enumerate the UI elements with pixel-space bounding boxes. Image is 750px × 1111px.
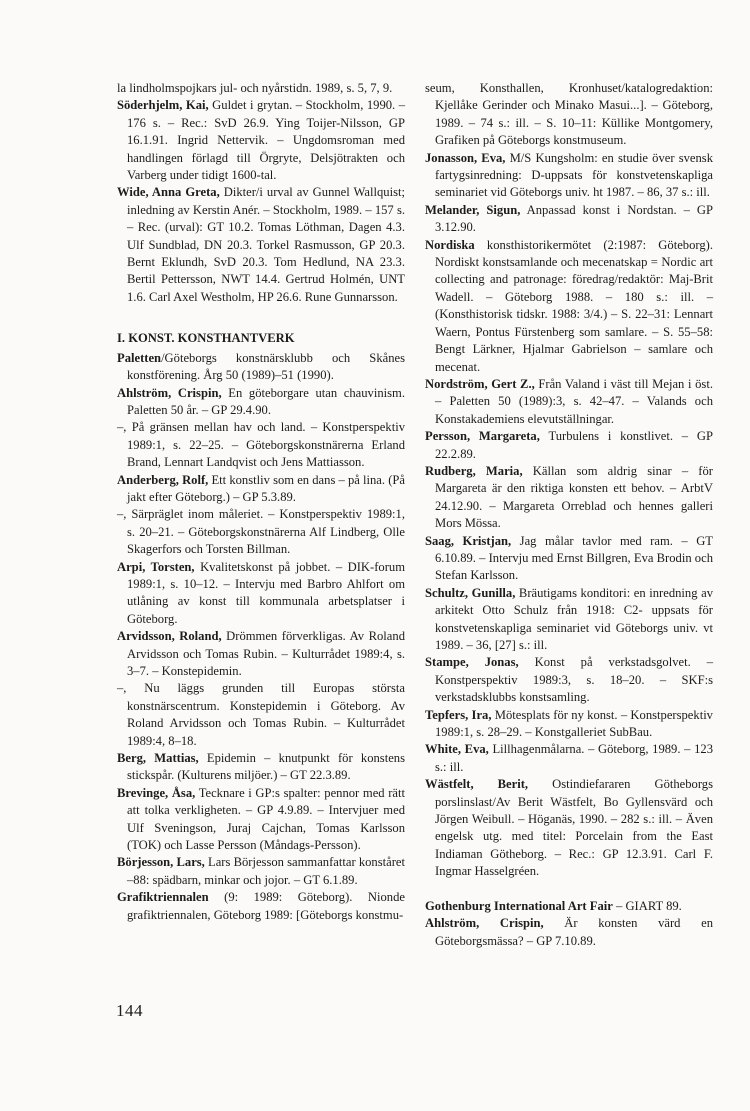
entry-heading: Schultz, Gunilla,	[425, 585, 516, 600]
bibliography-entry	[117, 628, 405, 680]
entry-heading: Anderberg, Rolf,	[117, 472, 209, 487]
bibliography-entry	[117, 472, 405, 507]
entry-text: Mötesplats för ny konst. – Konstperspektiv 1989:1, s. 28–29. – Konstgalleriet SubBau.	[435, 707, 713, 740]
bibliography-entry	[425, 376, 713, 428]
bibliography-entry	[117, 184, 405, 306]
bibliography-entry	[425, 202, 713, 237]
entry-heading: Brevinge, Åsa,	[117, 785, 196, 800]
bibliography-entry	[425, 428, 713, 463]
bibliography-entry	[117, 97, 405, 184]
bibliography-entry	[117, 385, 405, 420]
entry-heading: Melander, Sigun,	[425, 202, 521, 217]
entry-text: konsthistorikermötet (2:1987: Göteborg). Nordiskt konstsamlande och mecenatskap = Nordic art collecting and patronage: föredrag/redaktör: Maj-Brit Wadell. – Göteborg 1988. – 180 s.: ill. – (Konsthistorisk tidskr. 1988: 3/4.) – S. 22–31: Lennart Waern, Pontus Fürstenberg som samlare. – S. 55–58: Bengt Lärkner, Hjalmar Gabrielson – samlare och mecenat.	[435, 237, 713, 374]
entry-heading: Persson, Margareta,	[425, 429, 540, 444]
bibliography-entry	[425, 585, 713, 655]
entry-text: M/S Kungsholm: en studie över svensk fartygsinredning: D-uppsats för konstvetenskapliga seminariet vid Göteborgs univ. ht 1987. – 86, 37 s.: ill.	[435, 150, 714, 200]
bibliography-entry	[117, 785, 405, 855]
bibliography-entry	[117, 889, 405, 924]
bibliography-entry	[117, 680, 405, 750]
bibliography-entry	[117, 350, 405, 385]
entry-text: Källan som aldrig sinar – för Margareta är den riktiga konsten ett behov. – ArbtV 24.12.90. – Margareta Orreblad och hennes galleri Mors Mössa.	[435, 463, 713, 531]
entry-text: la lindholmspojkars jul- och nyårstidn. 1989, s. 5, 7, 9.	[117, 81, 393, 95]
entry-text: En göteborgare utan chauvinism. Paletten 50 år. – GP 29.4.90.	[127, 385, 405, 417]
entry-heading: Söderhjelm, Kai,	[117, 98, 209, 113]
bibliography-entry	[425, 237, 713, 376]
entry-text: Ett konstliv som en dans – på lina. (På jakt efter Göteborg.) – GP 5.3.89.	[127, 472, 405, 504]
bibliography-entry	[117, 80, 405, 97]
right-entries-after-gap	[425, 898, 713, 950]
bibliography-entry	[425, 915, 713, 950]
page-number: 144	[116, 1001, 143, 1020]
bibliography-entry	[425, 463, 713, 533]
left-entries	[117, 350, 405, 924]
entry-heading: Tepfers, Ira,	[425, 707, 492, 722]
entry-heading: Stampe, Jonas,	[425, 655, 519, 670]
section-heading: I. KONST. KONSTHANTVERK	[117, 331, 295, 346]
entry-text: Dikter/i urval av Gunnel Wallquist; inledning av Kerstin Anér. – Stockholm, 1989. – 157 s. – Rec. (urval): GT 10.2. Tomas Löthman, Dagen 4.3. Ulf Sundblad, DN 20.3. Torkel Rasmusson, GP 20.3. Bernt Eklundh, SvD 20.3. Tom Hedlund, NA 23.3. Bertil Pettersson, NWT 14.4. Gertrud Holmén, UNT 1.6. Carl Axel Westholm, HP 26.6. Rune Gunnarsson.	[127, 185, 405, 304]
bibliography-entry	[117, 854, 405, 889]
bibliography-entry	[425, 707, 713, 742]
entry-text: Lars Börjesson sammanfattar konståret –88: spädbarn, minkar och jojor. – GT 6.1.89.	[127, 855, 405, 887]
entry-heading: Wästfelt, Berit,	[425, 777, 529, 792]
entry-text: seum, Konsthallen, Kronhuset/katalogredaktion: Kjellåke Gerinder och Minako Masui...]. – Göteborg, 1989. – 74 s.: ill. – S. 10–11: Küllike Montgomery, Grafiken på Göteborgs konstmuseum.	[425, 81, 713, 148]
bibliography-entry	[117, 506, 405, 558]
entry-heading: Börjesson, Lars,	[117, 855, 205, 870]
entry-text: Epidemin – knutpunkt för konstens stickspår. (Kulturens miljöer.) – GT 22.3.89.	[127, 751, 405, 783]
entry-heading: Wide, Anna Greta,	[117, 185, 220, 200]
bibliography-entry	[425, 654, 713, 706]
entry-heading: Gothenburg International Art Fair	[425, 898, 613, 913]
bibliography-entry	[425, 80, 713, 150]
bibliography-entry	[117, 419, 405, 471]
entry-heading: Jonasson, Eva,	[425, 150, 506, 165]
entry-heading: Grafiktriennalen	[117, 890, 209, 905]
entry-text: –, På gränsen mellan hav och land. – Konstperspektiv 1989:1, s. 22–25. – Göteborgskonstnärerna Erland Brand, Lennart Landqvist och Jens Mattiasson.	[117, 420, 405, 470]
entry-gap	[425, 881, 713, 898]
entry-text: Turbulens i konstlivet. – GP 22.2.89.	[435, 429, 713, 461]
right-column	[425, 80, 713, 950]
entry-heading: Paletten	[117, 350, 162, 365]
right-entries	[425, 80, 713, 881]
entry-text: Drömmen förverkligas. Av Roland Arvidsson och Tomas Rubin. – Kulturrådet 1989:4, s. 3–7. – Konstepidemin.	[127, 629, 405, 678]
entry-heading: Arpi, Torsten,	[117, 559, 195, 574]
entry-text: Anpassad konst i Nordstan. – GP 3.12.90.	[435, 202, 713, 235]
entry-text: Är konsten värd en Göteborgsmässa? – GP 7.10.89.	[435, 916, 713, 948]
entry-text: Från Valand i väst till Mejan i öst. – Paletten 50 (1989):3, s. 42–47. – Valands och Konstakademiens elevutställningar.	[435, 376, 713, 426]
entry-text: –, Särpräglet inom måleriet. – Konstperspektiv 1989:1, s. 20–21. – Göteborgskonstnärerna Alf Lindberg, Olle Skagerfors och Torsten Billman.	[117, 507, 405, 557]
entry-text: Kvalitetskonst på jobbet. – DIK-forum 1989:1, s. 10–12. – Intervju med Barbro Ahlfort om utlåning av konst till kommunala arbetsplatser i Göteborg.	[127, 559, 405, 626]
entry-heading: Berg, Mattias,	[117, 751, 199, 766]
entry-text: Konst på verkstadsgolvet. – Konstperspektiv 1989:3, s. 18–20. – SKF:s verkstadsklubbs konstsamling.	[435, 655, 714, 705]
bibliography-entry	[425, 150, 713, 202]
left-entries-top	[117, 80, 405, 306]
entry-heading: Nordiska	[425, 237, 475, 252]
entry-heading: Ahlström, Crispin,	[117, 385, 222, 400]
entry-text: Ostindiefararen Götheborgs porslinslast/Av Berit Wästfelt, Bo Gyllensvärd och Jörgen Weibull. – Höganäs, 1990. – 282 s.: ill. – Även engelsk utg. med titel: Porcelain from the East Indiaman Götheborg. – Rec.: GP 12.3.91. Carl F. Ingmar Hasselgréen.	[435, 777, 714, 879]
bibliography-entry	[425, 533, 713, 585]
entry-text: Jag målar tavlor med ram. – GT 6.10.89. – Intervju med Ernst Billgren, Eva Brodin och Stefan Karlsson.	[435, 533, 713, 583]
entry-text: /Göteborgs konstnärsklubb och Skånes konstförening. Årg 50 (1989)–51 (1990).	[127, 350, 405, 383]
bibliography-entry	[425, 898, 713, 915]
entry-heading: White, Eva,	[425, 742, 489, 757]
entry-text: Bräutigams konditori: en inredning av arkitekt Otto Schulz från 1918: C2- uppsats för konstvetenskapliga seminariet vid Göteborgs univ. vt 1989. – 36, [27] s.: ill.	[435, 585, 713, 652]
entry-text: –, Nu läggs grunden till Europas största konstnärscentrum. Konstepidemin i Göteborg. Av Roland Arvidsson och Tomas Rubin. – Kulturrådet 1989:4, 8–18.	[117, 681, 405, 748]
entry-heading: Arvidsson, Roland,	[117, 629, 222, 644]
left-column	[117, 80, 405, 924]
entry-heading: Saag, Kristjan,	[425, 533, 512, 548]
entry-text: Lillhagenmålarna. – Göteborg, 1989. – 123 s.: ill.	[435, 742, 713, 774]
entry-heading: Rudberg, Maria,	[425, 463, 523, 478]
entry-heading: Ahlström, Crispin,	[425, 916, 544, 931]
entry-text: Tecknare i GP:s spalter: pennor med rätt att tolka verkligheten. – GP 4.9.89. – Intervjuer med Ulf Sveningson, Juraj Cajchan, Tomas Karlsson (TOK) och Lasse Persson (Måndags-Persson).	[127, 785, 405, 853]
bibliography-entry	[425, 741, 713, 776]
bibliography-entry	[117, 750, 405, 785]
bibliography-entry	[425, 776, 713, 880]
entry-text: (9: 1989: Göteborg). Nionde grafiktriennalen, Göteborg 1989: [Göteborgs konstmu-	[127, 890, 405, 922]
entry-text: – GIART 89.	[612, 898, 682, 913]
entry-text: Guldet i grytan. – Stockholm, 1990. – 176 s. – Rec.: SvD 26.9. Ying Toijer-Nilsson, GP 16.1.91. Ingrid Nettervik. – Ungdomsroman med handlingen förlagd till Örgryte, Delsjötrakten och Varberg under tidigt 1600-tal.	[127, 98, 405, 183]
bibliography-entry	[117, 559, 405, 629]
entry-heading: Nordström, Gert Z.,	[425, 376, 535, 391]
